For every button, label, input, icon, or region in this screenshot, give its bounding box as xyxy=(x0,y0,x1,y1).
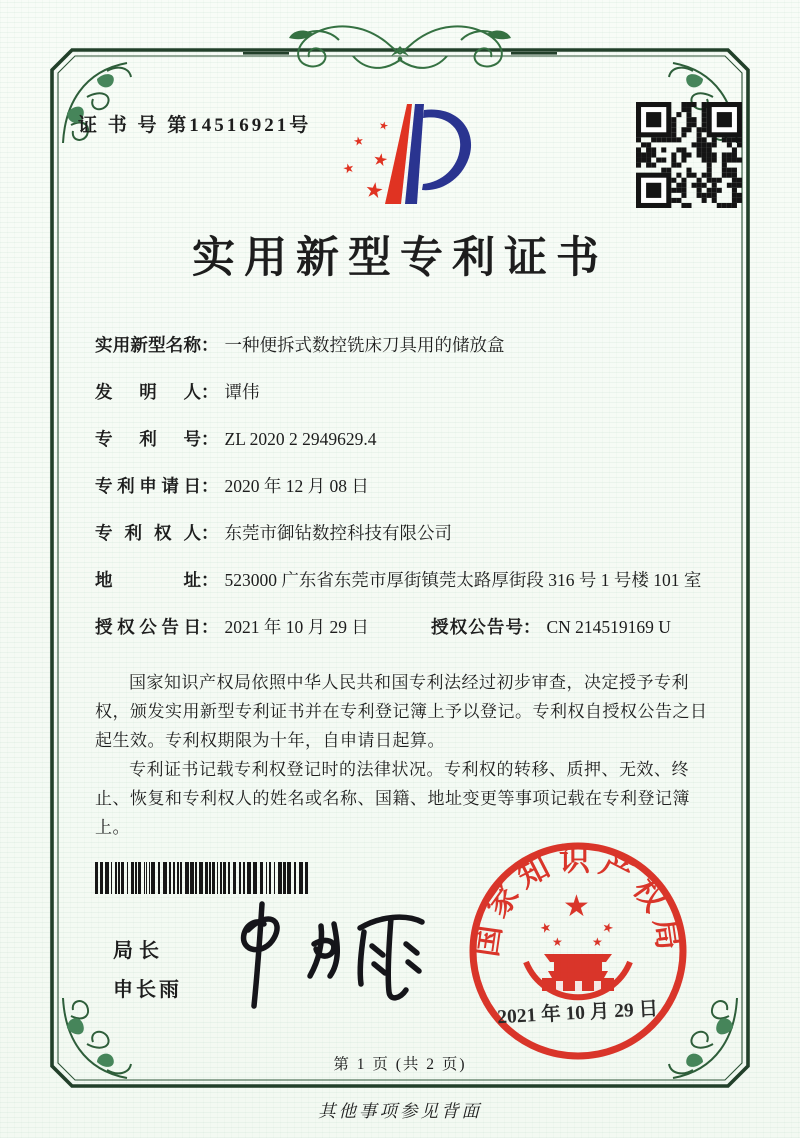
svg-text:★: ★ xyxy=(341,159,357,177)
field-patentee: 专利权人 ： 东莞市御钻数控科技有限公司 xyxy=(95,520,709,547)
logo-p-mark-icon xyxy=(385,104,471,204)
field-label: 实用新型名称 xyxy=(95,335,201,355)
logo-stars-icon xyxy=(341,119,390,203)
svg-text:★: ★ xyxy=(377,119,390,134)
legal-paragraph-1: 国家知识产权局依照中华人民共和国专利法经过初步审查，决定授予专利权，颁发实用新型专利证书并在专利登记簿上予以登记。专利权自授权公告之日起生效。专利权期限为十年，自申请日起算。 xyxy=(95,673,708,750)
svg-text:★: ★ xyxy=(552,935,563,949)
field-value: 523000 广东省东莞市厚街镇莞太路厚街段 316 号 1 号楼 101 室 xyxy=(224,570,702,590)
svg-text:★: ★ xyxy=(600,918,616,937)
svg-text:★: ★ xyxy=(537,918,554,937)
page-number: 第 1 页 (共 2 页) xyxy=(333,1056,467,1073)
field-patent-number: 专利号 ： ZL 2020 2 2949629.4 xyxy=(95,426,709,453)
field-value: CN 214519169 U xyxy=(546,617,671,637)
legal-text xyxy=(95,668,709,842)
handwritten-signature-icon xyxy=(208,896,443,1014)
national-emblem-icon xyxy=(526,890,630,997)
commissioner-name: 申长雨 xyxy=(113,979,182,1001)
field-label: 专利号 xyxy=(95,429,201,449)
field-address: 地址 ： 523000 广东省东莞市厚街镇莞太路厚街段 316 号 1 号楼 101 室 xyxy=(95,567,709,594)
field-value: 东莞市御钻数控科技有限公司 xyxy=(224,523,452,543)
field-value: 2021 年 10 月 29 日 xyxy=(224,617,369,637)
patent-fields xyxy=(95,332,709,661)
field-label: 地址 xyxy=(95,570,201,590)
certificate-number: 证 书 号 第14516921号 xyxy=(78,115,312,136)
seal-agency-text: 国家知识产权局 xyxy=(468,842,688,959)
footer-note: 其他事项参见背面 xyxy=(318,1101,482,1121)
svg-text:★: ★ xyxy=(563,890,590,923)
field-label: 专利权人 xyxy=(95,523,201,543)
field-utility-model-name: 实用新型名称 ： 一种便拆式数控铣床刀具用的储放盒 xyxy=(95,332,709,359)
field-value: 一种便拆式数控铣床刀具用的储放盒 xyxy=(224,335,505,355)
field-label: 授权公告号 xyxy=(431,617,523,637)
legal-paragraph-2: 专利证书记载专利权登记时的法律状况。专利权的转移、质押、无效、终止、恢复和专利权人的姓名或名称、国籍、地址变更等事项记载在专利登记簿上。 xyxy=(95,760,690,837)
cnipa-red-seal xyxy=(461,834,695,1068)
svg-text:★: ★ xyxy=(371,149,390,171)
commissioner-title: 局长 xyxy=(113,940,165,962)
barcode-icon xyxy=(95,862,311,894)
field-label: 专利申请日 xyxy=(95,476,201,496)
field-grant-announcement: 授权公告日 ： 2021 年 10 月 29 日 授权公告号 ： CN 214519169 U xyxy=(95,614,709,641)
field-label: 授权公告日 xyxy=(95,617,201,637)
seal-date: 2021 年 10 月 29 日 xyxy=(496,998,659,1029)
certificate-title: 实用新型专利证书 xyxy=(192,235,608,282)
field-label: 发明人 xyxy=(95,382,201,402)
svg-text:★: ★ xyxy=(363,177,386,204)
svg-text:★: ★ xyxy=(592,935,603,949)
svg-text:★: ★ xyxy=(352,133,366,149)
qr-code-icon xyxy=(636,102,742,208)
field-value: 谭伟 xyxy=(224,382,260,402)
field-value: 2020 年 12 月 08 日 xyxy=(224,476,369,496)
top-ornament-flourish xyxy=(243,10,557,86)
cnipa-logo xyxy=(328,80,478,228)
field-inventor: 发明人 ： 谭伟 xyxy=(95,379,709,406)
field-application-date: 专利申请日 ： 2020 年 12 月 08 日 xyxy=(95,473,709,500)
field-value: ZL 2020 2 2949629.4 xyxy=(224,429,377,449)
